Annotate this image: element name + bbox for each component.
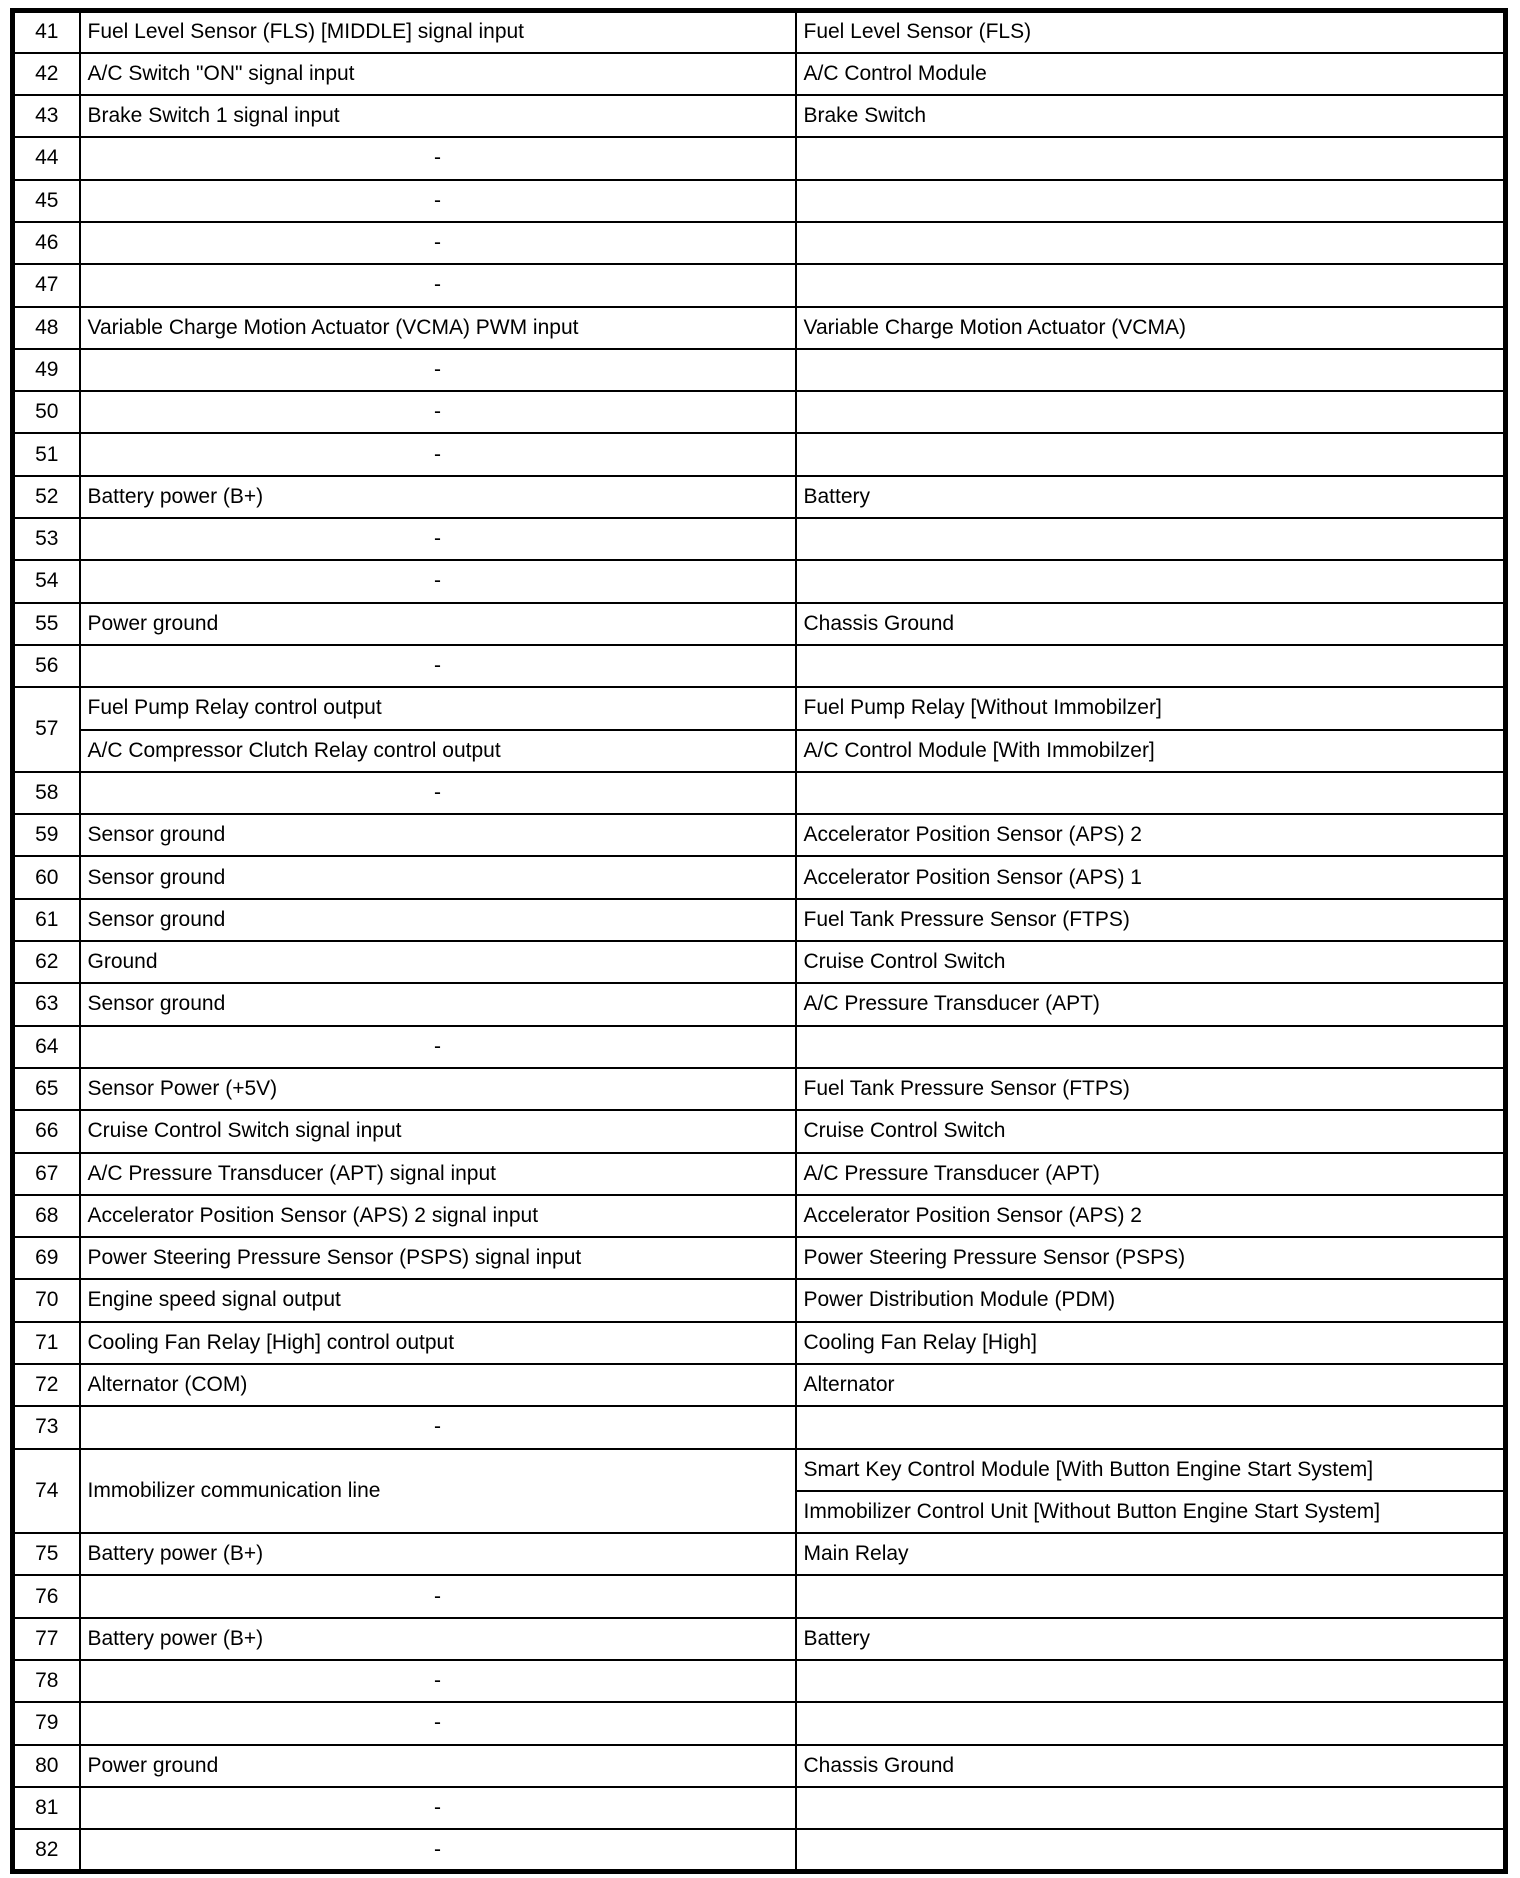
pin-number-cell: 78 xyxy=(13,1660,80,1702)
pin-number-cell: 56 xyxy=(13,645,80,687)
signal-description-cell: Ground xyxy=(80,941,796,983)
signal-description-cell: A/C Compressor Clutch Relay control output xyxy=(80,730,796,772)
pin-number-cell: 52 xyxy=(13,476,80,518)
table-row xyxy=(13,645,1506,687)
signal-description-cell: Cruise Control Switch signal input xyxy=(80,1110,796,1152)
table-row xyxy=(13,95,1506,137)
connected-to-cell: Cruise Control Switch xyxy=(796,941,1506,983)
pin-number-cell: 77 xyxy=(13,1618,80,1660)
signal-description-cell: A/C Pressure Transducer (APT) signal input xyxy=(80,1153,796,1195)
signal-description-cell: Sensor ground xyxy=(80,814,796,856)
table-row xyxy=(13,1787,1506,1829)
table-row xyxy=(13,687,1506,729)
table-row xyxy=(13,899,1506,941)
signal-description-cell: Sensor ground xyxy=(80,983,796,1025)
connected-to-cell: Accelerator Position Sensor (APS) 2 xyxy=(796,1195,1506,1237)
pin-number-cell: 65 xyxy=(13,1068,80,1110)
table-row xyxy=(13,1279,1506,1321)
signal-description-cell: - xyxy=(80,518,796,560)
pin-number-cell: 68 xyxy=(13,1195,80,1237)
signal-description-cell: - xyxy=(80,560,796,602)
signal-description-cell: Sensor ground xyxy=(80,856,796,898)
pin-number-cell: 73 xyxy=(13,1406,80,1448)
connected-to-cell: Variable Charge Motion Actuator (VCMA) xyxy=(796,307,1506,349)
pin-number-cell: 66 xyxy=(13,1110,80,1152)
signal-description-cell: Immobilizer communication line xyxy=(80,1449,796,1534)
connected-to-cell: Brake Switch xyxy=(796,95,1506,137)
table-row xyxy=(13,1237,1506,1279)
pin-number-cell: 62 xyxy=(13,941,80,983)
connected-to-cell xyxy=(796,1660,1506,1702)
table-row xyxy=(13,1195,1506,1237)
connected-to-cell xyxy=(796,1702,1506,1744)
signal-description-cell: - xyxy=(80,391,796,433)
pin-number-cell: 67 xyxy=(13,1153,80,1195)
table-row xyxy=(13,941,1506,983)
table-row xyxy=(13,307,1506,349)
signal-description-cell: Battery power (B+) xyxy=(80,476,796,518)
pin-number-cell: 44 xyxy=(13,137,80,179)
table-row xyxy=(13,1026,1506,1068)
pin-number-cell: 60 xyxy=(13,856,80,898)
connected-to-cell: A/C Pressure Transducer (APT) xyxy=(796,1153,1506,1195)
pin-number-cell: 74 xyxy=(13,1449,80,1534)
signal-description-cell: - xyxy=(80,433,796,475)
signal-description-cell: - xyxy=(80,645,796,687)
pin-number-cell: 80 xyxy=(13,1745,80,1787)
table-row xyxy=(13,1745,1506,1787)
signal-description-cell: - xyxy=(80,349,796,391)
signal-description-cell: Fuel Level Sensor (FLS) [MIDDLE] signal input xyxy=(80,11,796,53)
signal-description-cell: - xyxy=(80,1660,796,1702)
signal-description-cell: - xyxy=(80,180,796,222)
pin-number-cell: 50 xyxy=(13,391,80,433)
signal-description-cell: - xyxy=(80,1829,796,1871)
signal-description-cell: Power ground xyxy=(80,603,796,645)
connected-to-cell: Fuel Level Sensor (FLS) xyxy=(796,11,1506,53)
table-row xyxy=(13,856,1506,898)
pin-number-cell: 55 xyxy=(13,603,80,645)
signal-description-cell: Alternator (COM) xyxy=(80,1364,796,1406)
pin-number-cell: 79 xyxy=(13,1702,80,1744)
table-row xyxy=(13,603,1506,645)
connected-to-cell: Accelerator Position Sensor (APS) 1 xyxy=(796,856,1506,898)
pin-number-cell: 47 xyxy=(13,264,80,306)
connected-to-cell: Power Steering Pressure Sensor (PSPS) xyxy=(796,1237,1506,1279)
connected-to-cell xyxy=(796,137,1506,179)
connected-to-cell: A/C Pressure Transducer (APT) xyxy=(796,983,1506,1025)
table-row xyxy=(13,1702,1506,1744)
signal-description-cell: - xyxy=(80,1575,796,1617)
connected-to-cell: Chassis Ground xyxy=(796,603,1506,645)
signal-description-cell: - xyxy=(80,1702,796,1744)
table-row xyxy=(13,1829,1506,1871)
connected-to-cell: Battery xyxy=(796,476,1506,518)
table-row xyxy=(13,518,1506,560)
table-row xyxy=(13,1618,1506,1660)
connected-to-cell: A/C Control Module xyxy=(796,53,1506,95)
pin-number-cell: 58 xyxy=(13,772,80,814)
table-row xyxy=(13,983,1506,1025)
pin-assignment-table xyxy=(10,8,1508,1874)
pin-number-cell: 51 xyxy=(13,433,80,475)
table-row xyxy=(13,1533,1506,1575)
signal-description-cell: - xyxy=(80,264,796,306)
signal-description-cell: Power ground xyxy=(80,1745,796,1787)
connected-to-cell xyxy=(796,349,1506,391)
table-row xyxy=(13,137,1506,179)
signal-description-cell: Battery power (B+) xyxy=(80,1618,796,1660)
table-row xyxy=(13,1322,1506,1364)
connected-to-cell xyxy=(796,222,1506,264)
connected-to-cell xyxy=(796,560,1506,602)
connected-to-cell xyxy=(796,391,1506,433)
connected-to-cell xyxy=(796,433,1506,475)
table-row xyxy=(13,1660,1506,1702)
pin-assignment-table-body xyxy=(13,11,1506,1872)
signal-description-cell: Engine speed signal output xyxy=(80,1279,796,1321)
table-row xyxy=(13,560,1506,602)
pin-number-cell: 46 xyxy=(13,222,80,264)
connected-to-cell: A/C Control Module [With Immobilzer] xyxy=(796,730,1506,772)
signal-description-cell: Accelerator Position Sensor (APS) 2 signal input xyxy=(80,1195,796,1237)
pin-number-cell: 72 xyxy=(13,1364,80,1406)
connected-to-cell xyxy=(796,1787,1506,1829)
connected-to-cell: Power Distribution Module (PDM) xyxy=(796,1279,1506,1321)
pin-number-cell: 48 xyxy=(13,307,80,349)
signal-description-cell: Fuel Pump Relay control output xyxy=(80,687,796,729)
signal-description-cell: A/C Switch "ON" signal input xyxy=(80,53,796,95)
table-row xyxy=(13,1449,1506,1491)
signal-description-cell: - xyxy=(80,222,796,264)
pin-number-cell: 81 xyxy=(13,1787,80,1829)
pin-number-cell: 61 xyxy=(13,899,80,941)
table-row xyxy=(13,772,1506,814)
signal-description-cell: Cooling Fan Relay [High] control output xyxy=(80,1322,796,1364)
signal-description-cell: - xyxy=(80,772,796,814)
table-row xyxy=(13,264,1506,306)
connected-to-cell xyxy=(796,772,1506,814)
connected-to-cell: Cruise Control Switch xyxy=(796,1110,1506,1152)
table-row xyxy=(13,53,1506,95)
table-row xyxy=(13,349,1506,391)
connected-to-cell: Battery xyxy=(796,1618,1506,1660)
connected-to-cell xyxy=(796,1829,1506,1871)
pin-number-cell: 49 xyxy=(13,349,80,391)
connected-to-cell: Alternator xyxy=(796,1364,1506,1406)
connected-to-cell: Immobilizer Control Unit [Without Button Engine Start System] xyxy=(796,1491,1506,1533)
pin-number-cell: 70 xyxy=(13,1279,80,1321)
signal-description-cell: Battery power (B+) xyxy=(80,1533,796,1575)
pin-number-cell: 76 xyxy=(13,1575,80,1617)
pin-number-cell: 53 xyxy=(13,518,80,560)
signal-description-cell: - xyxy=(80,137,796,179)
table-row xyxy=(13,814,1506,856)
connected-to-cell: Chassis Ground xyxy=(796,1745,1506,1787)
connected-to-cell: Fuel Tank Pressure Sensor (FTPS) xyxy=(796,899,1506,941)
table-row xyxy=(13,1406,1506,1448)
signal-description-cell: Sensor ground xyxy=(80,899,796,941)
connected-to-cell xyxy=(796,1026,1506,1068)
connected-to-cell: Smart Key Control Module [With Button Engine Start System] xyxy=(796,1449,1506,1491)
signal-description-cell: - xyxy=(80,1026,796,1068)
table-row xyxy=(13,1110,1506,1152)
signal-description-cell: Brake Switch 1 signal input xyxy=(80,95,796,137)
pin-number-cell: 45 xyxy=(13,180,80,222)
table-row xyxy=(13,222,1506,264)
table-row xyxy=(13,1575,1506,1617)
connected-to-cell xyxy=(796,1406,1506,1448)
connected-to-cell xyxy=(796,645,1506,687)
signal-description-cell: Variable Charge Motion Actuator (VCMA) PWM input xyxy=(80,307,796,349)
signal-description-cell: - xyxy=(80,1787,796,1829)
pin-number-cell: 59 xyxy=(13,814,80,856)
table-row xyxy=(13,476,1506,518)
table-row xyxy=(13,1068,1506,1110)
pin-number-cell: 75 xyxy=(13,1533,80,1575)
pin-number-cell: 71 xyxy=(13,1322,80,1364)
connected-to-cell: Main Relay xyxy=(796,1533,1506,1575)
connected-to-cell: Cooling Fan Relay [High] xyxy=(796,1322,1506,1364)
pin-number-cell: 43 xyxy=(13,95,80,137)
table-row xyxy=(13,1364,1506,1406)
signal-description-cell: Power Steering Pressure Sensor (PSPS) signal input xyxy=(80,1237,796,1279)
connected-to-cell xyxy=(796,180,1506,222)
connected-to-cell xyxy=(796,1575,1506,1617)
connected-to-cell: Fuel Tank Pressure Sensor (FTPS) xyxy=(796,1068,1506,1110)
pin-number-cell: 69 xyxy=(13,1237,80,1279)
pin-number-cell: 57 xyxy=(13,687,80,772)
pin-number-cell: 64 xyxy=(13,1026,80,1068)
pin-number-cell: 42 xyxy=(13,53,80,95)
table-row xyxy=(13,1153,1506,1195)
table-row xyxy=(13,730,1506,772)
connected-to-cell: Accelerator Position Sensor (APS) 2 xyxy=(796,814,1506,856)
connected-to-cell: Fuel Pump Relay [Without Immobilzer] xyxy=(796,687,1506,729)
table-row xyxy=(13,11,1506,53)
connected-to-cell xyxy=(796,264,1506,306)
signal-description-cell: - xyxy=(80,1406,796,1448)
pin-number-cell: 54 xyxy=(13,560,80,602)
pin-number-cell: 41 xyxy=(13,11,80,53)
table-row xyxy=(13,391,1506,433)
pin-number-cell: 82 xyxy=(13,1829,80,1871)
table-row xyxy=(13,180,1506,222)
pin-number-cell: 63 xyxy=(13,983,80,1025)
signal-description-cell: Sensor Power (+5V) xyxy=(80,1068,796,1110)
table-row xyxy=(13,433,1506,475)
connected-to-cell xyxy=(796,518,1506,560)
